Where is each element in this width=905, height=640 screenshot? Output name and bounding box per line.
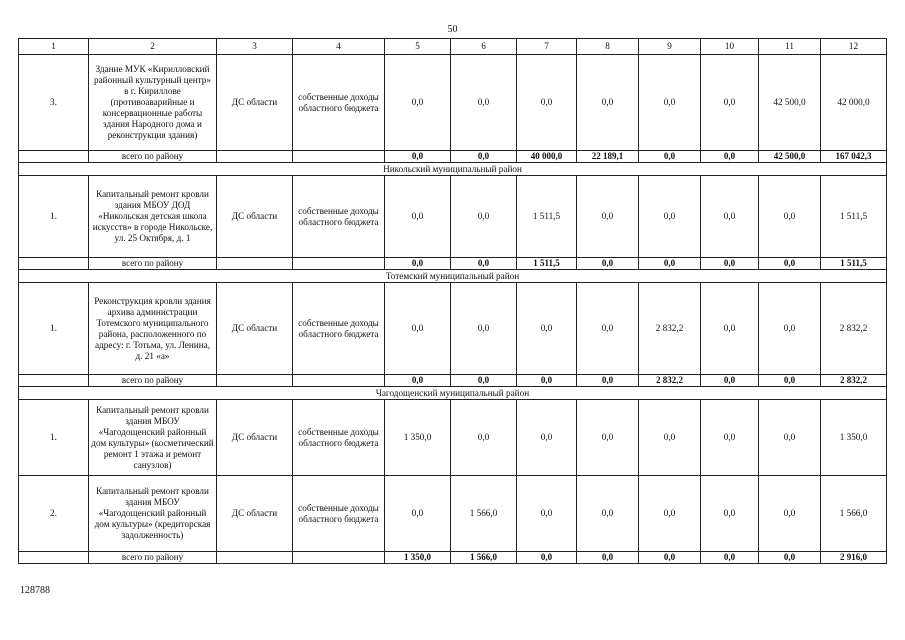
amount-cell: 0,0 xyxy=(639,176,701,258)
amount-cell: 0,0 xyxy=(639,476,701,552)
total-label: всего по району xyxy=(89,258,217,270)
total-amount: 2 832,2 xyxy=(821,375,887,387)
total-amount: 0,0 xyxy=(639,151,701,163)
total-amount: 0,0 xyxy=(701,375,759,387)
total-amount: 0,0 xyxy=(639,552,701,564)
table-row xyxy=(19,400,887,476)
total-amount: 2 916,0 xyxy=(821,552,887,564)
total-label: всего по району xyxy=(89,151,217,163)
amount-cell: 1 566,0 xyxy=(821,476,887,552)
total-label: всего по району xyxy=(89,552,217,564)
total-amount: 0,0 xyxy=(517,552,577,564)
amount-cell: 0,0 xyxy=(701,55,759,151)
column-number: 11 xyxy=(759,39,821,55)
district-title: Чагодощенский муниципальный район xyxy=(19,387,887,400)
amount-cell: 0,0 xyxy=(639,55,701,151)
total-amount: 0,0 xyxy=(451,375,517,387)
column-number: 2 xyxy=(89,39,217,55)
amount-cell: 0,0 xyxy=(517,55,577,151)
amount-cell: 0,0 xyxy=(759,176,821,258)
amount-cell: 0,0 xyxy=(385,55,451,151)
column-number: 10 xyxy=(701,39,759,55)
column-number: 9 xyxy=(639,39,701,55)
empty-cell xyxy=(217,258,293,270)
district-total-row xyxy=(19,375,887,387)
amount-cell: 2 832,2 xyxy=(639,283,701,375)
total-amount: 0,0 xyxy=(451,151,517,163)
table-row xyxy=(19,283,887,375)
empty-cell xyxy=(217,552,293,564)
row-number: 2. xyxy=(19,476,89,552)
client: ДС области xyxy=(217,476,293,552)
empty-cell xyxy=(293,552,385,564)
total-amount: 0,0 xyxy=(577,552,639,564)
total-amount: 0,0 xyxy=(577,258,639,270)
funding-source: собственные доходы областного бюджета xyxy=(293,283,385,375)
total-amount: 0,0 xyxy=(701,151,759,163)
amount-cell: 2 832,2 xyxy=(821,283,887,375)
column-number: 12 xyxy=(821,39,887,55)
amount-cell: 0,0 xyxy=(577,55,639,151)
district-total-row xyxy=(19,258,887,270)
total-label: всего по району xyxy=(89,375,217,387)
total-amount: 22 189,1 xyxy=(577,151,639,163)
total-amount: 0,0 xyxy=(517,375,577,387)
amount-cell: 0,0 xyxy=(451,283,517,375)
funding-source: собственные доходы областного бюджета xyxy=(293,176,385,258)
amount-cell: 0,0 xyxy=(517,283,577,375)
column-number: 7 xyxy=(517,39,577,55)
total-amount: 0,0 xyxy=(385,258,451,270)
total-amount: 1 511,5 xyxy=(821,258,887,270)
total-amount: 1 350,0 xyxy=(385,552,451,564)
total-amount: 0,0 xyxy=(451,258,517,270)
column-number: 8 xyxy=(577,39,639,55)
empty-cell xyxy=(293,258,385,270)
amount-cell: 42 500,0 xyxy=(759,55,821,151)
district-title: Никольский муниципальный район xyxy=(19,163,887,176)
district-total-row xyxy=(19,151,887,163)
client: ДС области xyxy=(217,400,293,476)
amount-cell: 0,0 xyxy=(759,476,821,552)
amount-cell: 1 350,0 xyxy=(821,400,887,476)
column-number: 6 xyxy=(451,39,517,55)
table-row xyxy=(19,176,887,258)
amount-cell: 42 000,0 xyxy=(821,55,887,151)
amount-cell: 0,0 xyxy=(639,400,701,476)
amount-cell: 1 511,5 xyxy=(821,176,887,258)
amount-cell: 0,0 xyxy=(701,400,759,476)
amount-cell: 0,0 xyxy=(451,176,517,258)
amount-cell: 0,0 xyxy=(385,176,451,258)
column-number: 1 xyxy=(19,39,89,55)
empty-cell xyxy=(19,552,89,564)
total-amount: 0,0 xyxy=(385,375,451,387)
table-row xyxy=(19,55,887,151)
district-heading-row xyxy=(19,163,887,176)
total-amount: 0,0 xyxy=(701,258,759,270)
row-number: 1. xyxy=(19,283,89,375)
empty-cell xyxy=(217,375,293,387)
total-amount: 2 832,2 xyxy=(639,375,701,387)
empty-cell xyxy=(217,151,293,163)
empty-cell xyxy=(293,375,385,387)
header-row xyxy=(19,39,887,55)
object-name: Здание МУК «Кирилловский районный культурный центр» в г. Кириллове (противоаварийные и консервационные работы здания Народного дома и реконструкция здания) xyxy=(89,55,217,151)
row-number: 3. xyxy=(19,55,89,151)
district-heading-row xyxy=(19,387,887,400)
page-number: 50 xyxy=(447,24,458,35)
amount-cell: 0,0 xyxy=(451,400,517,476)
total-amount: 0,0 xyxy=(639,258,701,270)
client: ДС области xyxy=(217,176,293,258)
table-row xyxy=(19,476,887,552)
funding-source: собственные доходы областного бюджета xyxy=(293,55,385,151)
total-amount: 0,0 xyxy=(759,375,821,387)
amount-cell: 0,0 xyxy=(577,476,639,552)
empty-cell xyxy=(19,258,89,270)
empty-cell xyxy=(19,375,89,387)
document-reference: 128788 xyxy=(20,585,50,596)
total-amount: 167 042,3 xyxy=(821,151,887,163)
amount-cell: 0,0 xyxy=(701,283,759,375)
district-total-row xyxy=(19,552,887,564)
object-name: Капитальный ремонт кровли здания МБОУ «Чагодощенский районный дом культуры» (косметический ремонт 1 этажа и ремонт санузлов) xyxy=(89,400,217,476)
amount-cell: 0,0 xyxy=(577,176,639,258)
object-name: Капитальный ремонт кровли здания МБОУ «Чагодощенский районный дом культуры» (кредиторская задолженность) xyxy=(89,476,217,552)
total-amount: 0,0 xyxy=(385,151,451,163)
client: ДС области xyxy=(217,55,293,151)
amount-cell: 0,0 xyxy=(701,476,759,552)
amount-cell: 0,0 xyxy=(517,476,577,552)
client: ДС области xyxy=(217,283,293,375)
amount-cell: 0,0 xyxy=(577,400,639,476)
total-amount: 0,0 xyxy=(577,375,639,387)
total-amount: 40 000,0 xyxy=(517,151,577,163)
empty-cell xyxy=(293,151,385,163)
amount-cell: 0,0 xyxy=(385,476,451,552)
amount-cell: 0,0 xyxy=(759,283,821,375)
amount-cell: 1 511,5 xyxy=(517,176,577,258)
amount-cell: 0,0 xyxy=(701,176,759,258)
total-amount: 1 511,5 xyxy=(517,258,577,270)
object-name: Капитальный ремонт кровли здания МБОУ ДОД «Никольская детская школа искусств» в городе Никольске, ул. 25 Октября, д. 1 xyxy=(89,176,217,258)
amount-cell: 0,0 xyxy=(385,283,451,375)
budget-table xyxy=(18,38,887,564)
total-amount: 0,0 xyxy=(701,552,759,564)
column-number: 4 xyxy=(293,39,385,55)
total-amount: 0,0 xyxy=(759,552,821,564)
row-number: 1. xyxy=(19,400,89,476)
amount-cell: 0,0 xyxy=(517,400,577,476)
total-amount: 1 566,0 xyxy=(451,552,517,564)
amount-cell: 0,0 xyxy=(577,283,639,375)
amount-cell: 0,0 xyxy=(759,400,821,476)
district-heading-row xyxy=(19,270,887,283)
amount-cell: 0,0 xyxy=(451,55,517,151)
total-amount: 0,0 xyxy=(759,258,821,270)
total-amount: 42 500,0 xyxy=(759,151,821,163)
column-number: 3 xyxy=(217,39,293,55)
funding-source: собственные доходы областного бюджета xyxy=(293,476,385,552)
district-title: Тотемский муниципальный район xyxy=(19,270,887,283)
amount-cell: 1 350,0 xyxy=(385,400,451,476)
row-number: 1. xyxy=(19,176,89,258)
funding-source: собственные доходы областного бюджета xyxy=(293,400,385,476)
amount-cell: 1 566,0 xyxy=(451,476,517,552)
column-number: 5 xyxy=(385,39,451,55)
object-name: Реконструкция кровли здания архива администрации Тотемского муниципального района, расположенного по адресу: г. Тотьма, ул. Ленина, д. 21 «а» xyxy=(89,283,217,375)
empty-cell xyxy=(19,151,89,163)
